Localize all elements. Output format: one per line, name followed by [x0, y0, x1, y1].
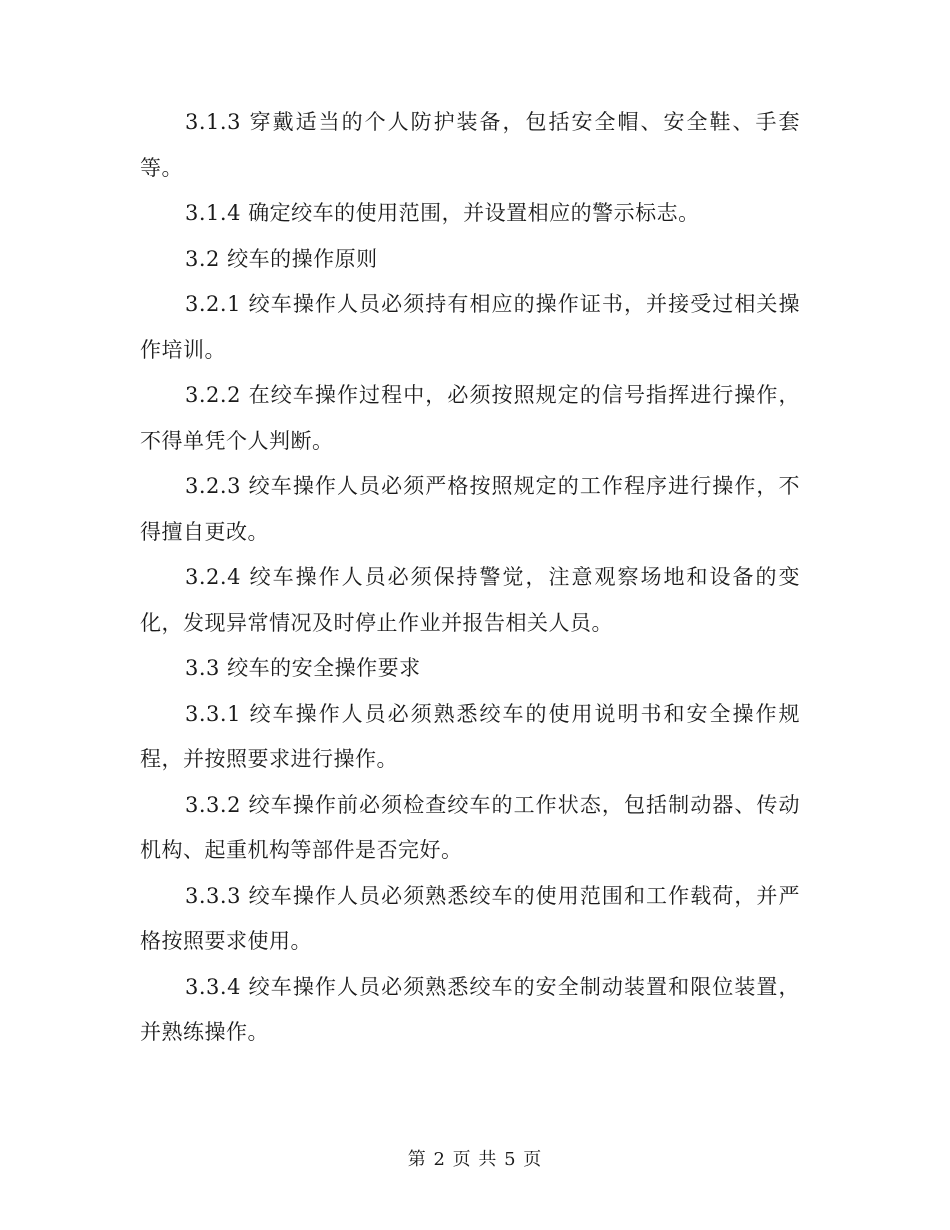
paragraph-3-3-4: 3.3.4 绞车操作人员必须熟悉绞车的安全制动装置和限位装置，并熟练操作。 — [140, 974, 800, 1044]
paragraph-3-1-4: 3.1.4 确定绞车的使用范围，并设置相应的警示标志。 — [185, 201, 700, 225]
paragraph-3-1-3: 3.1.3 穿戴适当的个人防护装备，包括安全帽、安全鞋、手套等。 — [140, 110, 800, 180]
paragraph-3-2-4: 3.2.4 绞车操作人员必须保持警觉，注意观察场地和设备的变化，发现异常情况及时停止作业并报告相关人员。 — [140, 565, 800, 635]
paragraph-3-2-3: 3.2.3 绞车操作人员必须严格按照规定的工作程序进行操作，不得擅自更改。 — [140, 474, 800, 544]
document-body — [140, 100, 800, 1056]
paragraph-3-3-1: 3.3.1 绞车操作人员必须熟悉绞车的使用说明书和安全操作规程，并按照要求进行操作。 — [140, 701, 800, 771]
paragraph-3-3-3: 3.3.3 绞车操作人员必须熟悉绞车的使用范围和工作载荷，并严格按照要求使用。 — [140, 883, 800, 953]
paragraph-3-2-1: 3.2.1 绞车操作人员必须持有相应的操作证书，并接受过相关操作培训。 — [140, 292, 800, 362]
paragraph-3-3-2: 3.3.2 绞车操作前必须检查绞车的工作状态，包括制动器、传动机构、起重机构等部件是否完好。 — [140, 792, 800, 862]
paragraph-3-2-2: 3.2.2 在绞车操作过程中，必须按照规定的信号指挥进行操作，不得单凭个人判断。 — [140, 383, 800, 453]
page-number-footer: 第 2 页 共 5 页 — [407, 1149, 543, 1170]
section-heading-3-3: 3.3 绞车的安全操作要求 — [185, 656, 421, 680]
section-heading-3-2: 3.2 绞车的操作原则 — [185, 246, 378, 271]
